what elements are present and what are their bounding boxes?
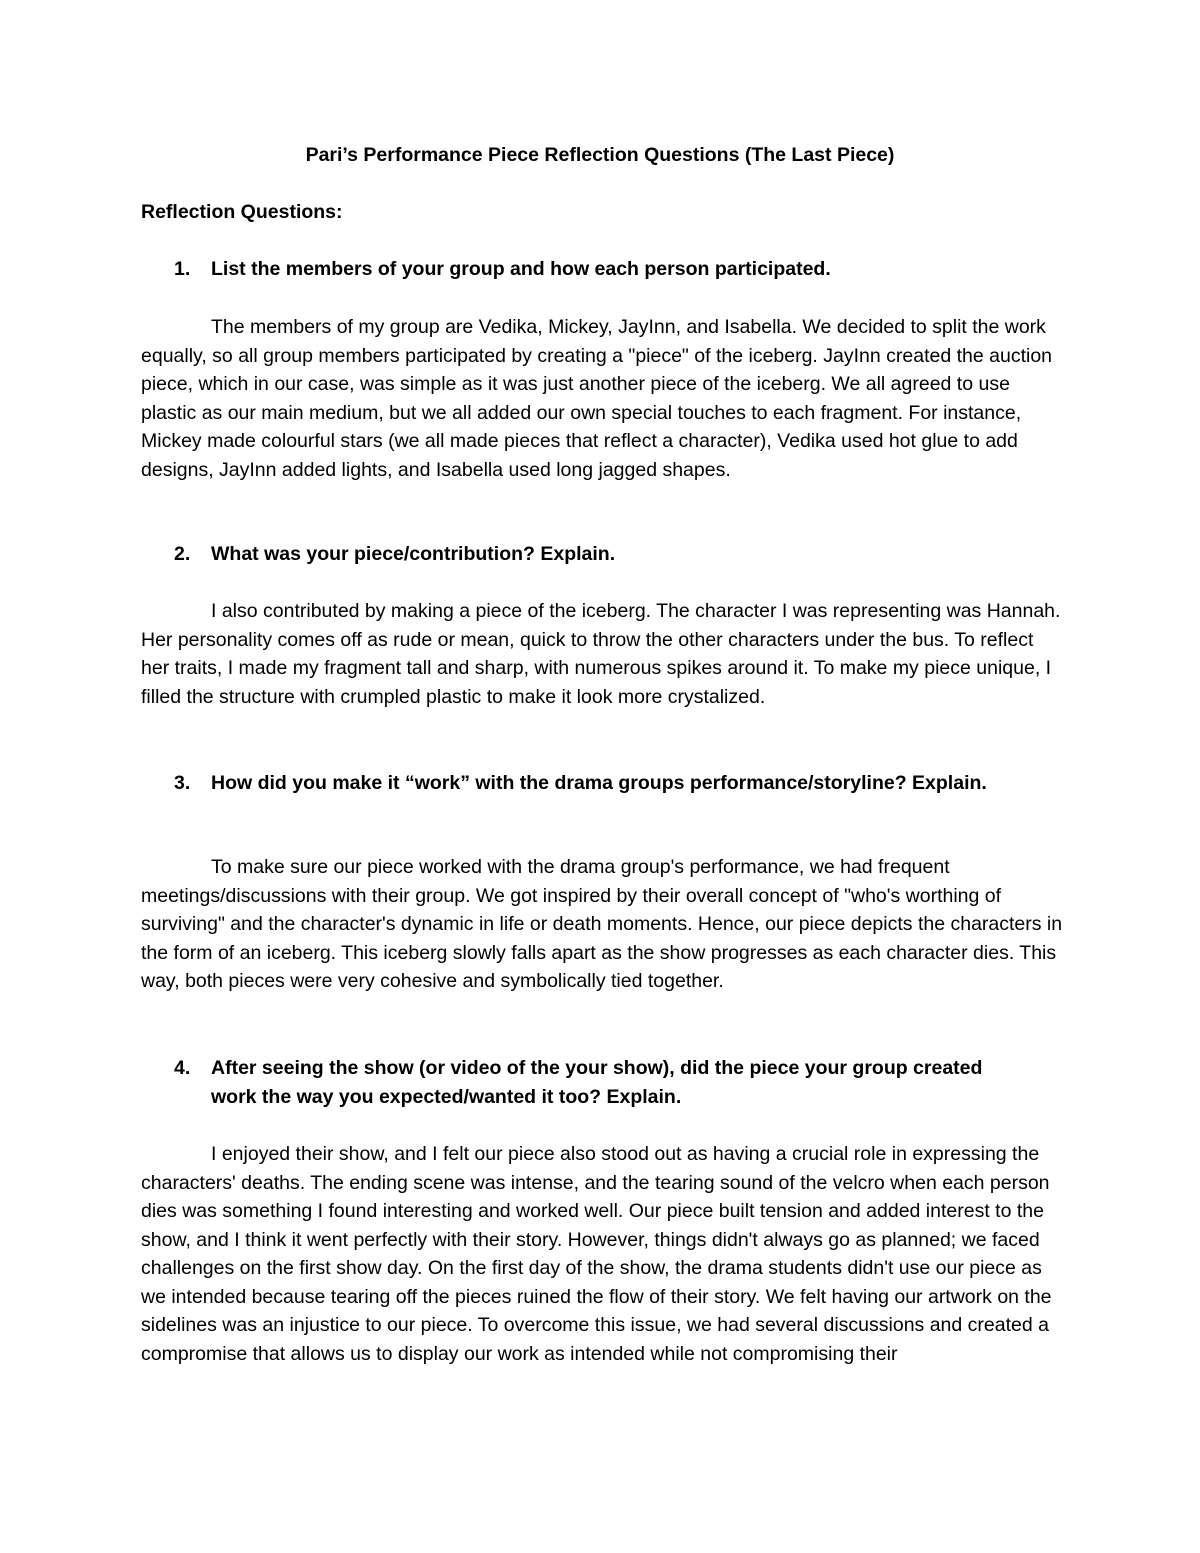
question-text: How did you make it “work” with the drama groups performance/storyline? Explain. xyxy=(211,772,987,794)
answer-4: I enjoyed their show, and I felt our piece also stood out as having a crucial role in expressing the characters' deaths. The ending scene was intense, and the tearing sound of the velcro when each person dies was something I found interesting and worked well. Our piece built tension and added interest to the show, and I think it went perfectly with their story. However, things didn't always go as planned; we faced challenges on the first show day. On the first day of the show, the drama students didn't use our piece as we intended because tearing off the pieces ruined the flow of their story. We felt having our artwork on the sidelines was an injustice to our piece. To overcome this issue, we had several discussions and created a compromise that allows us to display our work as intended while not compromising their xyxy=(141,1143,1052,1365)
question-1 xyxy=(141,255,1041,284)
answer-2: I also contributed by making a piece of the iceberg. The character I was representing was Hannah. Her personality comes off as rude or mean, quick to throw the other characters under the bus. To reflect her traits, I made my fragment tall and sharp, with numerous spikes around it. To make my piece unique, I filled the structure with crumpled plastic to make it look more crystalized. xyxy=(141,600,1061,708)
section-heading: Reflection Questions: xyxy=(141,201,343,223)
question-text: List the members of your group and how each person participated. xyxy=(211,258,831,280)
question-number: 1. xyxy=(174,258,191,280)
answer-3: To make sure our piece worked with the drama group's performance, we had frequent meetings/discussions with their group. We got inspired by their overall concept of "who's worthing of surviving" and the character's dynamic in life or death moments. Hence, our piece depicts the characters in the form of an iceberg. This iceberg slowly falls apart as the show progresses as each character dies. This way, both pieces were very cohesive and symbolically tied together. xyxy=(141,856,1063,992)
question-text: After seeing the show (or video of the your show), did the piece your group created work the way you expected/wanted it too? Explain. xyxy=(211,1057,983,1108)
question-text: What was your piece/contribution? Explain. xyxy=(211,543,616,565)
document-title: Pari’s Performance Piece Reflection Questions (The Last Piece) xyxy=(305,144,895,166)
question-3 xyxy=(141,769,1001,798)
answer-1: The members of my group are Vedika, Mickey, JayInn, and Isabella. We decided to split the work equally, so all group members participated by creating a "piece" of the iceberg. JayInn created the auction piece, which in our case, was simple as it was just another piece of the iceberg. We all agreed to use plastic as our main medium, but we all added our own special touches to each fragment. For instance, Mickey made colourful stars (we all made pieces that reflect a character), Vedika used hot glue to add designs, JayInn added lights, and Isabella used long jagged shapes. xyxy=(141,316,1053,481)
question-number: 3. xyxy=(174,772,191,794)
question-2 xyxy=(141,540,1041,569)
question-4 xyxy=(141,1054,1001,1111)
question-number: 2. xyxy=(174,543,191,565)
question-number: 4. xyxy=(174,1057,191,1079)
